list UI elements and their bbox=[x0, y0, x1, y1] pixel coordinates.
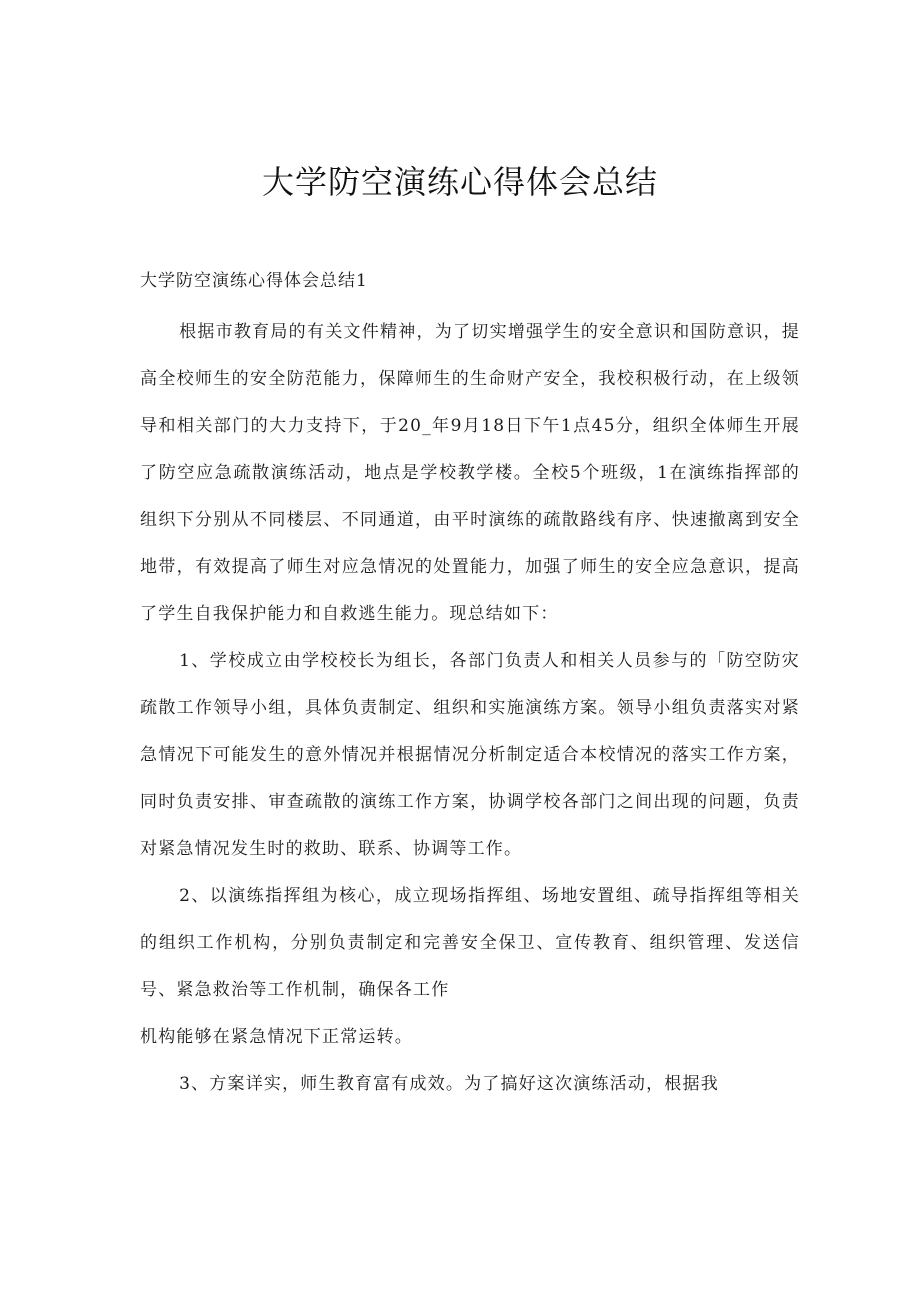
paragraph-item-2: 2、以演练指挥组为核心，成立现场指挥组、场地安置组、疏导指挥组等相关的组织工作机构，分别负责制定和完善安全保卫、宣传教育、组织管理、发送信号、紧急救治等工作机制，确保各工作 bbox=[140, 886, 800, 1000]
document-body bbox=[140, 309, 800, 1108]
paragraph-item-1: 1、学校成立由学校校长为组长，各部门负责人和相关人员参与的「防空防灾疏散工作领导小组，具体负责制定、组织和实施演练方案。领导小组负责落实对紧急情况下可能发生的意外情况并根据情况分析制定适合本校情况的落实工作方案，同时负责安排、审查疏散的演练工作方案，协调学校各部门之间出现的问题，负责对紧急情况发生时的救助、联系、协调等工作。 bbox=[140, 651, 800, 859]
section-heading: 大学防空演练心得体会总结1 bbox=[140, 271, 368, 291]
paragraph-intro: 根据市教育局的有关文件精神，为了切实增强学生的安全意识和国防意识，提高全校师生的安全防范能力，保障师生的生命财产安全，我校积极行动，在上级领导和相关部门的大力支持下，于20_年9月18日下午1点45分，组织全体师生开展了防空应急疏散演练活动，地点是学校教学楼。全校5个班级，1在演练指挥部的组织下分别从不同楼层、不同通道，由平时演练的疏散路线有序、快速撤离到安全地带，有效提高了师生对应急情况的处置能力，加强了师生的安全应急意识，提高了学生自我保护能力和自救逃生能力。现总结如下： bbox=[140, 322, 800, 624]
paragraph-item-3: 3、方案详实，师生教育富有成效。为了搞好这次演练活动，根据我 bbox=[179, 1074, 719, 1094]
document-title: 大学防空演练心得体会总结 bbox=[261, 163, 658, 201]
paragraph-item-2-continued: 机构能够在紧急情况下正常运转。 bbox=[140, 1027, 413, 1047]
